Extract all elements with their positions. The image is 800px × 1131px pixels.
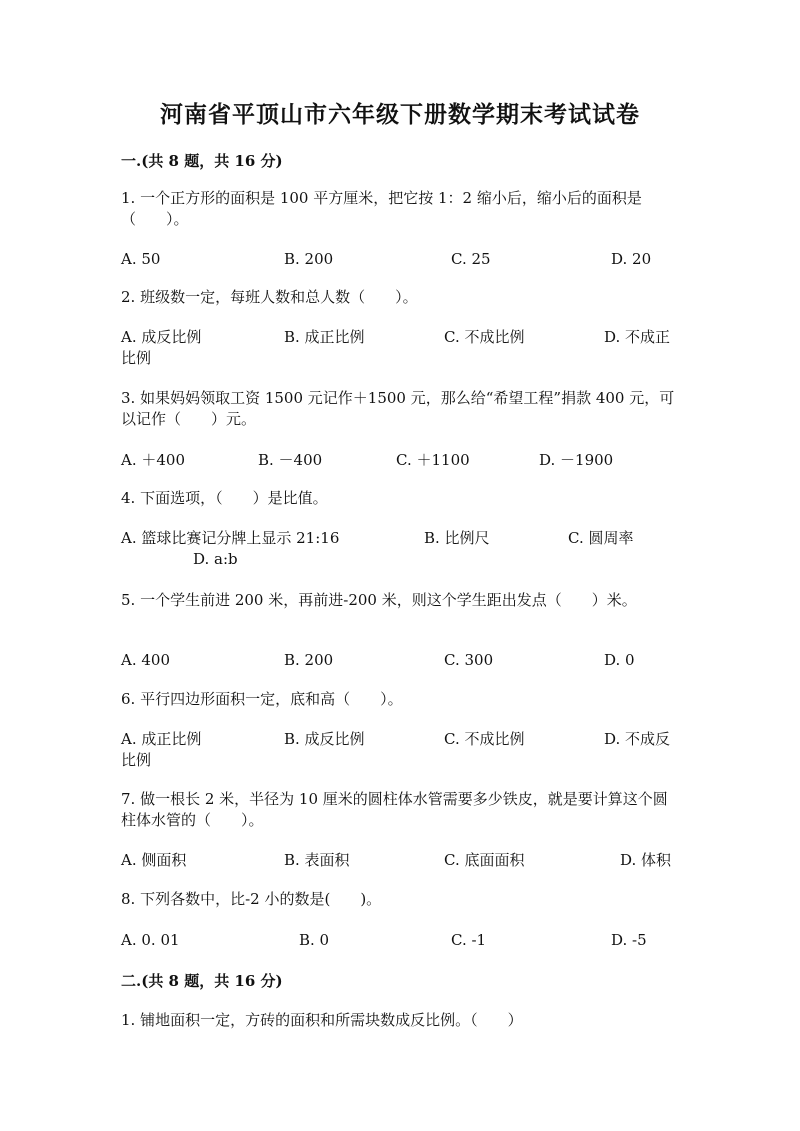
q6-option-c[interactable]: C. 不成比例 [444,730,525,748]
q7-option-c[interactable]: C. 底面面积 [444,851,525,869]
q3-option-d[interactable]: D. －1900 [539,451,614,469]
q1-option-c[interactable]: C. 25 [451,250,491,268]
question-8: 8. 下列各数中，比-2 小的数是( )。 [121,890,382,908]
question-3: 3. 如果妈妈领取工资 1500 元记作＋1500 元，那么给“希望工程”捐款 400 元，可以记作（ ）元。 [121,389,675,428]
q1-option-b[interactable]: B. 200 [284,250,334,268]
q1-option-a[interactable]: A. 50 [121,250,161,268]
question-6: 6. 平行四边形面积一定，底和高（ ）。 [121,690,403,708]
q4-option-d[interactable]: D. a:b [193,550,238,568]
q2-option-d-wrap: 比例 [121,349,152,367]
question-2: 2. 班级数一定，每班人数和总人数（ ）。 [121,288,418,306]
q2-option-b[interactable]: B. 成正比例 [284,328,365,346]
exam-title: 河南省平顶山市六年级下册数学期末考试试卷 [160,101,640,128]
question-5: 5. 一个学生前进 200 米，再前进-200 米，则这个学生距出发点（ ）米。 [121,591,637,609]
q7-option-b[interactable]: B. 表面积 [284,851,350,869]
q8-option-c[interactable]: C. -1 [451,931,487,949]
q7-option-d[interactable]: D. 体积 [620,851,672,869]
q2-option-c[interactable]: C. 不成比例 [444,328,525,346]
question-4: 4. 下面选项，（ ）是比值。 [121,489,328,507]
q8-option-d[interactable]: D. -5 [611,931,647,949]
q5-option-b[interactable]: B. 200 [284,651,334,669]
q2-option-d[interactable]: D. 不成正 [604,328,671,346]
section-heading-1: 一.(共 8 题，共 16 分) [121,152,283,170]
q7-option-a[interactable]: A. 侧面积 [121,851,187,869]
q8-option-a[interactable]: A. 0. 01 [121,931,180,949]
question-7: 7. 做一根长 2 米，半径为 10 厘米的圆柱体水管需要多少铁皮，就是要计算这个圆柱体水管的（ ）。 [121,790,668,829]
q3-option-c[interactable]: C. ＋1100 [396,451,470,469]
q4-option-b[interactable]: B. 比例尺 [424,529,490,547]
question-1: 1. 一个正方形的面积是 100 平方厘米，把它按 1：2 缩小后，缩小后的面积是（ ）。 [121,189,642,228]
q4-option-c[interactable]: C. 圆周率 [568,529,634,547]
q4-option-a[interactable]: A. 篮球比赛记分牌上显示 21:16 [121,529,340,547]
q6-option-d-wrap: 比例 [121,751,152,769]
q3-option-b[interactable]: B. －400 [258,451,323,469]
q5-option-d[interactable]: D. 0 [604,651,635,669]
q6-option-d[interactable]: D. 不成反 [604,730,671,748]
q8-option-b[interactable]: B. 0 [299,931,330,949]
q5-option-c[interactable]: C. 300 [444,651,494,669]
q6-option-b[interactable]: B. 成反比例 [284,730,365,748]
q5-option-a[interactable]: A. 400 [121,651,170,669]
judgement-question-1: 1. 铺地面积一定，方砖的面积和所需块数成反比例。（ ） [121,1011,523,1029]
q2-option-a[interactable]: A. 成反比例 [121,328,202,346]
q3-option-a[interactable]: A. ＋400 [121,451,185,469]
q1-option-d[interactable]: D. 20 [611,250,652,268]
section-heading-2: 二.(共 8 题，共 16 分) [121,972,283,990]
q6-option-a[interactable]: A. 成正比例 [121,730,202,748]
